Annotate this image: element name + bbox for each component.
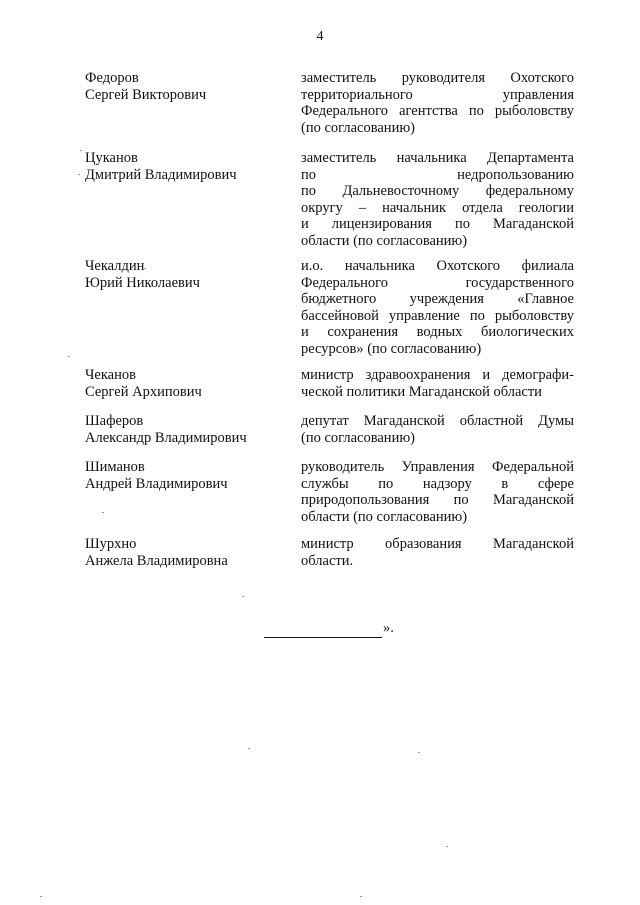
position-line: округу – начальник отдела геологии xyxy=(301,199,574,216)
position-line: министр образования Магаданской xyxy=(301,536,574,552)
member-given-names: Анжела Владимировна xyxy=(85,552,228,569)
position-line: и лицензирования по Магаданской xyxy=(301,216,574,233)
position-line: области. xyxy=(301,552,354,569)
position-line: и.о. начальника Охотского филиала xyxy=(301,258,574,274)
member-position xyxy=(301,367,574,400)
position-line: природопользования по Магаданской xyxy=(301,492,574,509)
scan-speck xyxy=(446,846,448,847)
position-line: депутат Магаданской областной Думы xyxy=(301,413,574,429)
member-name xyxy=(85,459,285,492)
member-given-names: Дмитрий Владимирович xyxy=(85,166,237,183)
member-given-names: Сергей Викторович xyxy=(85,86,207,103)
position-line: области (по согласованию) xyxy=(301,508,468,525)
scan-speck xyxy=(40,896,42,897)
member-position xyxy=(301,258,574,358)
closing-underline xyxy=(264,621,382,638)
member-name xyxy=(85,536,285,569)
member-surname: Цуканов xyxy=(85,150,138,166)
member-surname: Шурхно xyxy=(85,536,137,552)
scan-speck xyxy=(102,512,104,513)
position-line: и сохранения водных биологических xyxy=(301,324,574,341)
scan-speck xyxy=(68,356,70,357)
member-given-names: Сергей Архипович xyxy=(85,383,202,400)
member-position xyxy=(301,536,574,569)
page-number: 4 xyxy=(316,29,324,44)
member-surname: Чекалдин xyxy=(85,258,145,274)
position-line: Федерального государственного xyxy=(301,274,574,291)
member-given-names: Андрей Владимирович xyxy=(85,475,228,492)
position-line: области (по согласованию) xyxy=(301,232,468,249)
position-line: Федерального агентства по рыболовству xyxy=(301,103,574,120)
member-given-names: Юрий Николаевич xyxy=(85,274,200,291)
closing-quote-mark: ». xyxy=(383,620,394,636)
position-line: территориального управления xyxy=(301,86,574,103)
member-name xyxy=(85,367,285,400)
member-name xyxy=(85,413,285,446)
position-line: по Дальневосточному федеральному xyxy=(301,183,574,200)
position-line: (по согласованию) xyxy=(301,429,415,446)
member-name xyxy=(85,70,285,103)
member-name xyxy=(85,150,285,183)
member-surname: Шиманов xyxy=(85,459,145,475)
scan-speck xyxy=(248,748,250,749)
member-given-names: Александр Владимирович xyxy=(85,429,247,446)
scan-speck xyxy=(80,150,82,151)
position-line: ческой политики Магаданской области xyxy=(301,383,542,400)
member-surname: Чеканов xyxy=(85,367,136,383)
scan-speck xyxy=(242,596,244,597)
position-line: (по согласованию) xyxy=(301,119,415,136)
position-line: по недропользованию xyxy=(301,166,574,183)
position-line: бюджетного учреждения «Главное xyxy=(301,291,574,308)
member-name xyxy=(85,258,285,291)
position-line: службы по надзору в сфере xyxy=(301,475,574,492)
position-line: ресурсов» (по согласованию) xyxy=(301,340,482,357)
member-surname: Шаферов xyxy=(85,413,144,429)
scan-speck xyxy=(360,896,362,897)
position-line: министр здравоохранения и демографи- xyxy=(301,367,574,383)
member-position xyxy=(301,459,574,525)
position-line: бассейновой управление по рыболовству xyxy=(301,307,574,324)
member-position xyxy=(301,413,574,446)
position-line: заместитель руководителя Охотского xyxy=(301,70,574,86)
scan-speck xyxy=(418,752,420,753)
member-position xyxy=(301,70,574,136)
member-surname: Федоров xyxy=(85,70,139,86)
member-position xyxy=(301,150,574,250)
scan-speck xyxy=(78,174,80,175)
scan-speck xyxy=(144,268,146,269)
position-line: руководитель Управления Федеральной xyxy=(301,459,574,475)
position-line: заместитель начальника Департамента xyxy=(301,150,574,166)
